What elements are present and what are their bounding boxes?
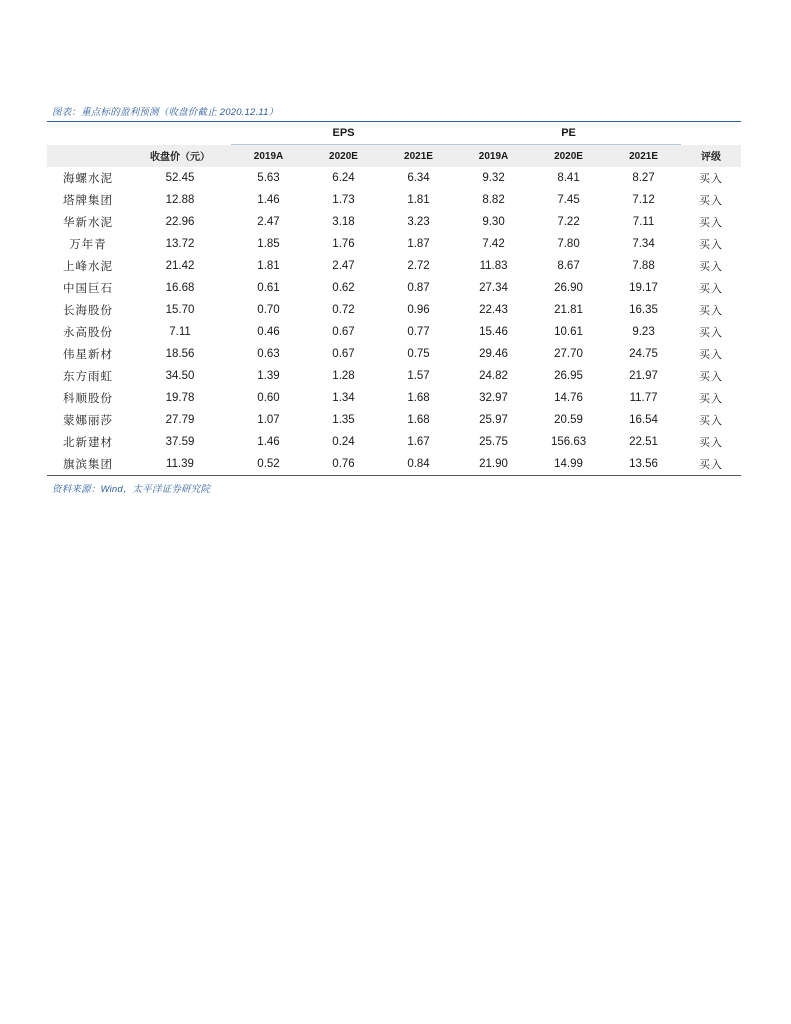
eps-2019a-cell: 0.63 — [257, 348, 280, 360]
table-row — [47, 299, 741, 321]
eps-2021e-cell: 6.34 — [407, 172, 430, 184]
table-header — [47, 122, 741, 168]
header-group-eps: EPS — [231, 122, 456, 145]
pe-2020e-cell: 10.61 — [554, 326, 583, 338]
pe-2021e-cell: 7.12 — [632, 194, 655, 206]
eps-2019a-cell: 1.81 — [257, 260, 280, 272]
close-price-cell: 7.11 — [169, 326, 191, 338]
pe-2020e-cell: 156.63 — [550, 436, 587, 448]
close-price-cell: 52.45 — [165, 172, 195, 184]
pe-2021e-cell: 13.56 — [606, 453, 681, 476]
eps-2020e-cell: 0.76 — [306, 453, 381, 476]
rating-cell: 买入 — [699, 348, 724, 361]
close-price-cell: 21.42 — [165, 260, 195, 272]
rating-cell: 买入 — [699, 216, 724, 229]
pe-2019a-cell: 25.97 — [479, 414, 508, 426]
company-name-cell: 蒙娜丽莎 — [63, 413, 113, 427]
table-row — [47, 321, 741, 343]
rating-cell: 买入 — [699, 194, 724, 207]
table-row — [47, 167, 741, 189]
rating-cell: 买入 — [699, 392, 724, 405]
rating-cell: 买入 — [699, 172, 724, 185]
eps-2020e-cell: 0.24 — [332, 436, 355, 448]
pe-2019a-cell: 11.83 — [479, 260, 508, 272]
close-price-cell: 37.59 — [165, 436, 195, 448]
eps-2021e-cell: 0.96 — [407, 304, 430, 316]
pe-2021e-cell: 9.23 — [632, 326, 655, 338]
company-name-cell: 中国巨石 — [63, 281, 113, 295]
source-note: 资料来源：Wind，太平洋证券研究院 — [52, 484, 211, 495]
eps-2019a-cell: 0.70 — [257, 304, 280, 316]
pe-2020e-cell: 8.41 — [557, 172, 580, 184]
pe-2021e-cell: 7.34 — [632, 238, 655, 250]
header-group-spacer — [681, 122, 741, 145]
column-header-eps-2020e: 2020E — [306, 145, 381, 168]
company-name-cell: 万年青 — [69, 237, 107, 251]
table-row — [47, 409, 741, 431]
eps-2020e-cell: 1.28 — [332, 370, 355, 382]
company-name-cell: 旗滨集团 — [47, 453, 129, 476]
eps-2019a-cell: 1.39 — [257, 370, 280, 382]
column-header-name — [47, 145, 129, 168]
pe-2021e-cell: 24.75 — [629, 348, 658, 360]
pe-2021e-cell: 21.97 — [629, 370, 658, 382]
header-group-spacer — [47, 122, 129, 145]
table-row — [47, 431, 741, 453]
table-row — [47, 233, 741, 255]
table-row — [47, 343, 741, 365]
pe-2020e-cell: 14.99 — [531, 453, 606, 476]
table-row — [47, 189, 741, 211]
column-header-eps-2021e: 2021E — [381, 145, 456, 168]
close-price-cell: 16.68 — [165, 282, 195, 294]
eps-2019a-cell: 1.85 — [257, 238, 280, 250]
rating-cell: 买入 — [681, 453, 741, 476]
pe-2019a-cell: 32.97 — [479, 392, 508, 404]
eps-2019a-cell: 0.52 — [231, 453, 306, 476]
close-price-cell: 18.56 — [165, 348, 195, 360]
eps-2019a-cell: 0.61 — [257, 282, 280, 294]
column-header-pe-2021e: 2021E — [606, 145, 681, 168]
eps-2021e-cell: 1.57 — [407, 370, 430, 382]
column-header-pe-2020e: 2020E — [531, 145, 606, 168]
eps-2019a-cell: 1.46 — [257, 194, 280, 206]
rating-cell: 买入 — [699, 414, 724, 427]
pe-2021e-cell: 19.17 — [629, 282, 658, 294]
rating-cell: 买入 — [699, 304, 724, 317]
pe-2019a-cell: 21.90 — [456, 453, 531, 476]
eps-2021e-cell: 2.72 — [407, 260, 430, 272]
pe-2020e-cell: 26.95 — [554, 370, 583, 382]
eps-2021e-cell: 1.81 — [407, 194, 430, 206]
pe-2019a-cell: 7.42 — [482, 238, 505, 250]
pe-2020e-cell: 8.67 — [557, 260, 580, 272]
table-row — [47, 387, 741, 409]
company-name-cell: 伟星新材 — [63, 347, 113, 361]
pe-2019a-cell: 9.30 — [482, 216, 505, 228]
eps-2019a-cell: 0.60 — [257, 392, 280, 404]
rating-cell: 买入 — [699, 326, 724, 339]
eps-2020e-cell: 3.18 — [332, 216, 355, 228]
eps-2019a-cell: 0.46 — [257, 326, 280, 338]
pe-2021e-cell: 16.54 — [629, 414, 658, 426]
eps-2020e-cell: 6.24 — [332, 172, 355, 184]
header-group-spacer — [129, 122, 231, 145]
eps-2021e-cell: 3.23 — [407, 216, 430, 228]
eps-2021e-cell: 0.77 — [407, 326, 430, 338]
eps-2021e-cell: 0.84 — [381, 453, 456, 476]
company-name-cell: 上峰水泥 — [63, 259, 113, 273]
eps-2021e-cell: 1.68 — [407, 414, 430, 426]
table-body — [47, 167, 741, 476]
eps-2020e-cell: 1.35 — [332, 414, 355, 426]
table-row — [47, 255, 741, 277]
eps-2020e-cell: 1.76 — [332, 238, 355, 250]
eps-2020e-cell: 2.47 — [332, 260, 355, 272]
eps-2019a-cell: 5.63 — [257, 172, 280, 184]
pe-2020e-cell: 26.90 — [554, 282, 583, 294]
close-price-cell: 12.88 — [165, 194, 195, 206]
pe-2019a-cell: 8.82 — [482, 194, 505, 206]
company-name-cell: 东方雨虹 — [63, 369, 113, 383]
close-price-cell: 27.79 — [165, 414, 195, 426]
table-row — [47, 277, 741, 299]
rating-cell: 买入 — [699, 370, 724, 383]
company-name-cell: 永高股份 — [63, 325, 113, 339]
pe-2021e-cell: 7.11 — [632, 216, 655, 228]
eps-2020e-cell: 0.62 — [332, 282, 355, 294]
eps-2020e-cell: 1.73 — [332, 194, 355, 206]
eps-2021e-cell: 1.87 — [407, 238, 430, 250]
eps-2021e-cell: 1.68 — [407, 392, 430, 404]
close-price-cell: 34.50 — [165, 370, 195, 382]
eps-2020e-cell: 1.34 — [332, 392, 355, 404]
column-header-close-price: 收盘价（元） — [129, 145, 231, 168]
pe-2019a-cell: 22.43 — [479, 304, 508, 316]
pe-2020e-cell: 27.70 — [554, 348, 583, 360]
company-name-cell: 北新建材 — [63, 435, 113, 449]
pe-2020e-cell: 21.81 — [554, 304, 583, 316]
pe-2020e-cell: 14.76 — [554, 392, 583, 404]
pe-2020e-cell: 20.59 — [554, 414, 583, 426]
rating-cell: 买入 — [699, 436, 724, 449]
pe-2019a-cell: 29.46 — [479, 348, 508, 360]
figure-caption: 图表：重点标的盈利预测（收盘价截止 2020.12.11） — [52, 107, 279, 118]
table-row — [47, 365, 741, 387]
close-price-cell: 15.70 — [165, 304, 195, 316]
pe-2021e-cell: 22.51 — [629, 436, 658, 448]
eps-2021e-cell: 1.67 — [407, 436, 430, 448]
eps-2021e-cell: 0.87 — [407, 282, 430, 294]
rating-cell: 买入 — [699, 282, 724, 295]
header-column-row — [47, 145, 741, 168]
table-row — [47, 211, 741, 233]
close-price-cell: 22.96 — [165, 216, 195, 228]
eps-2020e-cell: 0.67 — [332, 326, 355, 338]
header-group-pe: PE — [456, 122, 681, 145]
company-name-cell: 科顺股份 — [63, 391, 113, 405]
pe-2019a-cell: 15.46 — [479, 326, 508, 338]
rating-cell: 买入 — [699, 238, 724, 251]
earnings-forecast-table-container — [47, 121, 741, 476]
table-row — [47, 453, 741, 476]
column-header-pe-2019a: 2019A — [456, 145, 531, 168]
pe-2021e-cell: 7.88 — [632, 260, 655, 272]
pe-2019a-cell: 27.34 — [479, 282, 508, 294]
pe-2020e-cell: 7.80 — [557, 238, 580, 250]
eps-2019a-cell: 1.46 — [257, 436, 280, 448]
pe-2021e-cell: 11.77 — [629, 392, 658, 404]
earnings-forecast-table — [47, 121, 741, 476]
close-price-cell: 19.78 — [165, 392, 195, 404]
pe-2019a-cell: 25.75 — [479, 436, 508, 448]
pe-2020e-cell: 7.22 — [557, 216, 580, 228]
header-group-row — [47, 122, 741, 145]
eps-2020e-cell: 0.72 — [332, 304, 355, 316]
rating-cell: 买入 — [699, 260, 724, 273]
pe-2021e-cell: 16.35 — [629, 304, 658, 316]
pe-2020e-cell: 7.45 — [557, 194, 580, 206]
eps-2020e-cell: 0.67 — [332, 348, 355, 360]
close-price-cell: 13.72 — [165, 238, 195, 250]
close-price-cell: 11.39 — [129, 453, 231, 476]
pe-2019a-cell: 9.32 — [482, 172, 505, 184]
eps-2019a-cell: 1.07 — [257, 414, 280, 426]
pe-2019a-cell: 24.82 — [479, 370, 508, 382]
company-name-cell: 塔牌集团 — [63, 193, 113, 207]
pe-2021e-cell: 8.27 — [632, 172, 655, 184]
company-name-cell: 海螺水泥 — [63, 171, 113, 185]
company-name-cell: 华新水泥 — [63, 215, 113, 229]
eps-2021e-cell: 0.75 — [407, 348, 430, 360]
column-header-eps-2019a: 2019A — [231, 145, 306, 168]
company-name-cell: 长海股份 — [63, 303, 113, 317]
column-header-rating: 评级 — [681, 145, 741, 168]
eps-2019a-cell: 2.47 — [257, 216, 280, 228]
